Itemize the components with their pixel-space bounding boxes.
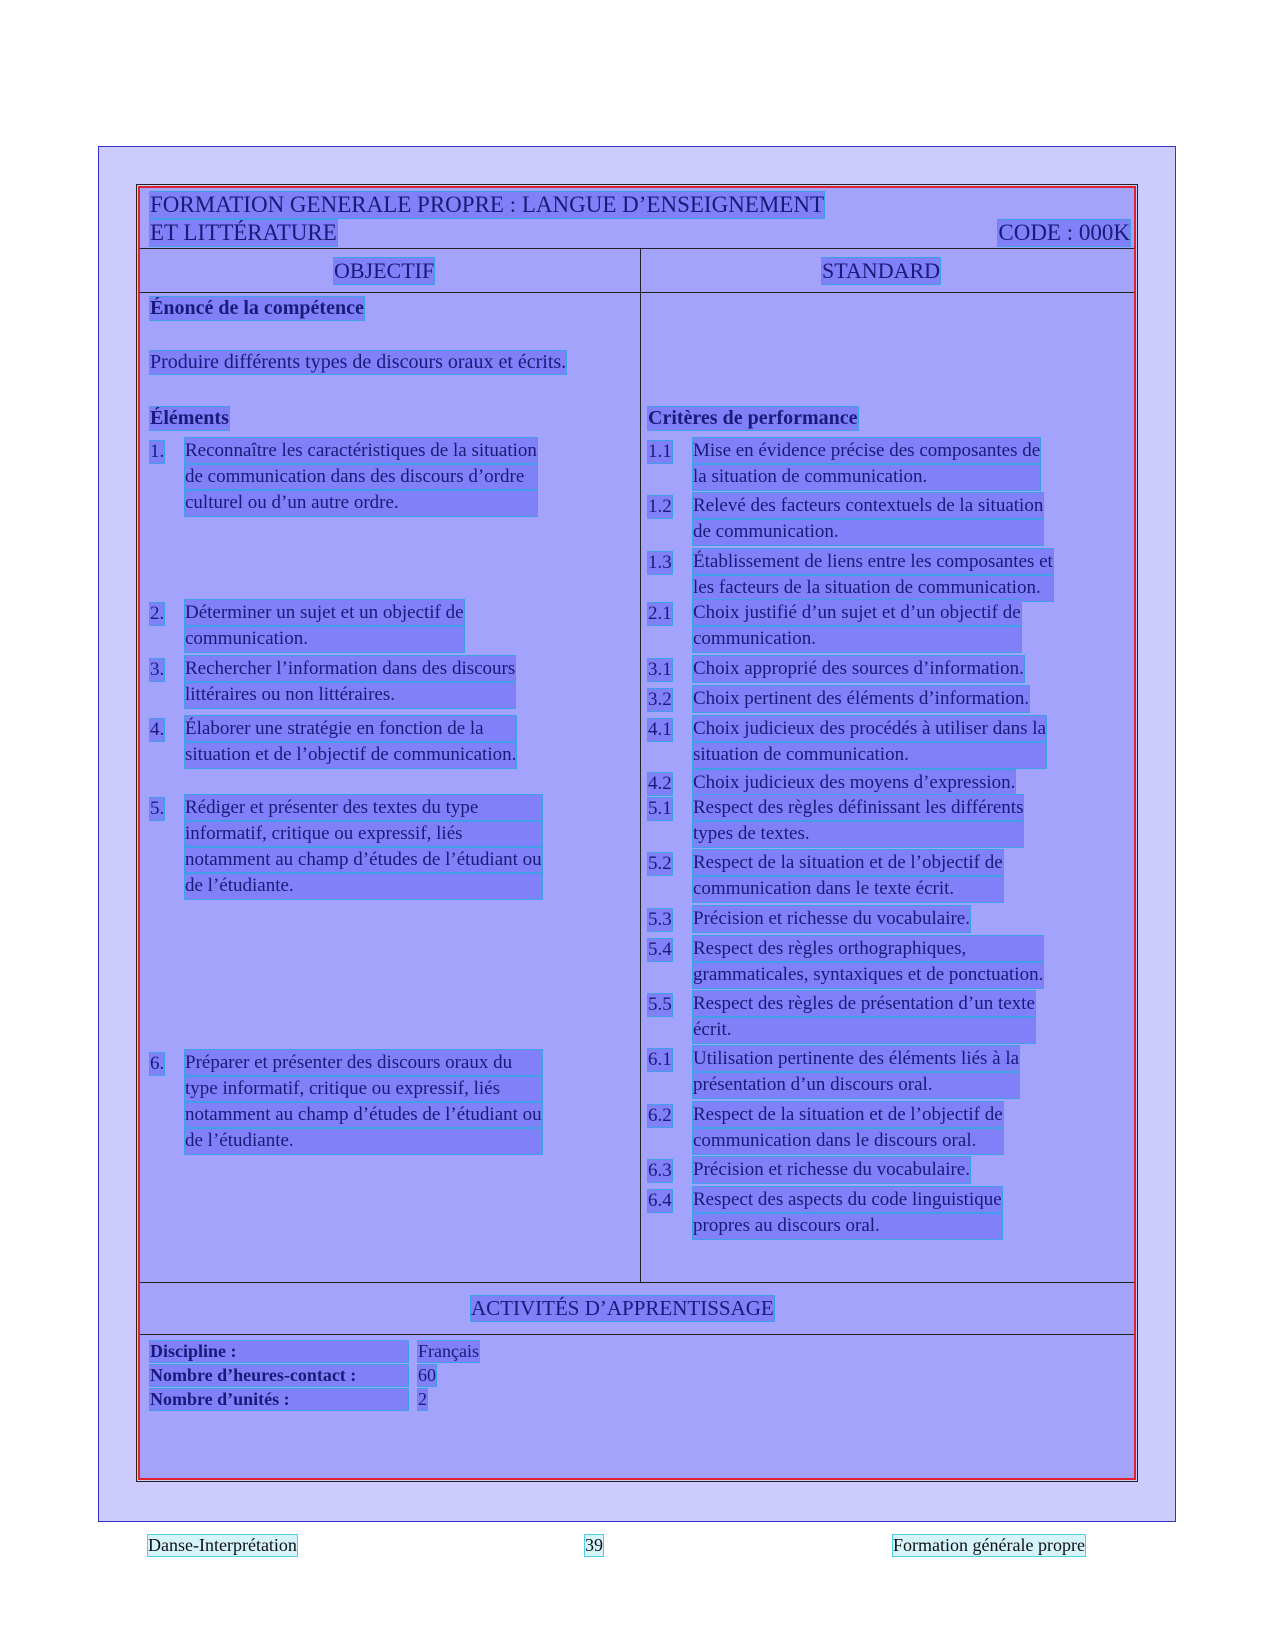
- criterion-line: Choix justifié d’un sujet et d’un objectif de: [693, 600, 1021, 626]
- criterion-number: 5.5: [648, 994, 672, 1015]
- criterion-text: [693, 1157, 970, 1183]
- criterion-text: [693, 795, 1023, 847]
- criterion-line: propres au discours oral.: [693, 1213, 1002, 1239]
- column-header-objectif: OBJECTIF: [334, 258, 435, 283]
- criterion-number: 5.4: [648, 939, 672, 960]
- footer-program: Danse-Interprétation: [148, 1535, 297, 1555]
- element-line: de l’étudiante.: [185, 873, 542, 899]
- competency-table: [138, 186, 1136, 1480]
- criterion-line: Relevé des facteurs contextuels de la situation: [693, 493, 1043, 519]
- element-number: 1.: [150, 441, 165, 462]
- element-line: de l’étudiante.: [185, 1128, 542, 1154]
- criterion-line: Respect des règles de présentation d’un texte: [693, 991, 1035, 1017]
- element-line: situation et de l’objectif de communication.: [185, 742, 516, 768]
- criterion-text: [693, 1046, 1019, 1098]
- element-text: [185, 600, 464, 652]
- criterion-line: Choix approprié des sources d’information.: [693, 656, 1024, 682]
- criterion-text: [693, 493, 1043, 545]
- criterion-text: [693, 549, 1053, 601]
- criterion-number: 1.1: [648, 441, 672, 462]
- criterion-text: [693, 770, 1015, 796]
- element-text: [185, 795, 542, 899]
- element-line: Déterminer un sujet et un objectif de: [185, 600, 464, 626]
- column-header-standard: STANDARD: [822, 258, 941, 283]
- discipline-label: Discipline :: [150, 1341, 408, 1362]
- element-line: Élaborer une stratégie en fonction de la: [185, 716, 516, 742]
- element-line: de communication dans des discours d’ordre: [185, 464, 537, 490]
- table-title-line1: FORMATION GENERALE PROPRE : LANGUE D’ENSEIGNEMENT: [150, 192, 825, 217]
- criterion-line: Respect de la situation et de l’objectif de: [693, 1102, 1003, 1128]
- element-line: communication.: [185, 626, 464, 652]
- criterion-text: [693, 686, 1029, 712]
- element-number: 3.: [150, 659, 165, 680]
- competence-heading: Énoncé de la compétence: [150, 297, 364, 319]
- criterion-number: 3.1: [648, 659, 672, 680]
- criterion-line: de communication.: [693, 519, 1043, 545]
- criterion-text: [693, 1187, 1002, 1239]
- criterion-line: situation de communication.: [693, 742, 1046, 768]
- criterion-line: Respect des règles définissant les différents: [693, 795, 1023, 821]
- criterion-line: écrit.: [693, 1017, 1035, 1043]
- criterion-text: [693, 906, 970, 932]
- table-title-line2: ET LITTÉRATURE: [150, 220, 337, 245]
- activities-heading: ACTIVITÉS D’APPRENTISSAGE: [471, 1296, 774, 1320]
- divider: [140, 1334, 1134, 1335]
- divider: [140, 248, 1134, 249]
- divider: [140, 1282, 1134, 1283]
- criterion-number: 4.2: [648, 773, 672, 794]
- units-value: 2: [418, 1389, 427, 1409]
- element-line: notamment au champ d’études de l’étudiant ou: [185, 847, 542, 873]
- criterion-line: communication dans le discours oral.: [693, 1128, 1003, 1154]
- element-number: 5.: [150, 798, 165, 819]
- criterion-number: 5.2: [648, 853, 672, 874]
- criterion-line: Choix judicieux des procédés à utiliser dans la: [693, 716, 1046, 742]
- element-text: [185, 438, 537, 516]
- criterion-line: les facteurs de la situation de communication.: [693, 575, 1053, 601]
- criterion-number: 2.1: [648, 603, 672, 624]
- criterion-line: grammaticales, syntaxiques et de ponctuation.: [693, 962, 1043, 988]
- criterion-line: Établissement de liens entre les composantes et: [693, 549, 1053, 575]
- criterion-line: Respect des règles orthographiques,: [693, 936, 1043, 962]
- criteria-heading: Critères de performance: [648, 407, 858, 429]
- element-number: 2.: [150, 603, 165, 624]
- element-line: littéraires ou non littéraires.: [185, 682, 515, 708]
- criterion-text: [693, 936, 1043, 988]
- criterion-line: communication dans le texte écrit.: [693, 876, 1003, 902]
- element-text: [185, 656, 515, 708]
- criterion-line: Utilisation pertinente des éléments liés à la: [693, 1046, 1019, 1072]
- criterion-text: [693, 600, 1021, 652]
- criterion-number: 1.3: [648, 552, 672, 573]
- criterion-text: [693, 656, 1024, 682]
- element-line: Rechercher l’information dans des discours: [185, 656, 515, 682]
- footer-section: Formation générale propre: [893, 1535, 1085, 1555]
- criterion-line: Précision et richesse du vocabulaire.: [693, 1157, 970, 1183]
- criterion-line: Choix pertinent des éléments d’information.: [693, 686, 1029, 712]
- element-text: [185, 1050, 542, 1154]
- criterion-line: Mise en évidence précise des composantes de: [693, 438, 1040, 464]
- criterion-text: [693, 716, 1046, 768]
- element-number: 6.: [150, 1053, 165, 1074]
- criterion-number: 4.1: [648, 719, 672, 740]
- element-line: culturel ou d’un autre ordre.: [185, 490, 537, 516]
- course-code: CODE : 000K: [998, 220, 1130, 245]
- criterion-line: Respect des aspects du code linguistique: [693, 1187, 1002, 1213]
- column-divider: [640, 248, 641, 1282]
- discipline-value: Français: [418, 1341, 479, 1361]
- criterion-number: 5.1: [648, 798, 672, 819]
- elements-heading: Éléments: [150, 407, 229, 429]
- element-line: notamment au champ d’études de l’étudiant ou: [185, 1102, 542, 1128]
- element-line: type informatif, critique ou expressif, liés: [185, 1076, 542, 1102]
- criterion-line: communication.: [693, 626, 1021, 652]
- criterion-text: [693, 1102, 1003, 1154]
- hours-label: Nombre d’heures-contact :: [150, 1365, 408, 1386]
- element-line: Reconnaître les caractéristiques de la situation: [185, 438, 537, 464]
- criterion-number: 1.2: [648, 496, 672, 517]
- criterion-text: [693, 438, 1040, 490]
- criterion-line: la situation de communication.: [693, 464, 1040, 490]
- criterion-number: 6.3: [648, 1160, 672, 1181]
- criterion-line: Précision et richesse du vocabulaire.: [693, 906, 970, 932]
- criterion-number: 6.4: [648, 1190, 672, 1211]
- element-line: Rédiger et présenter des textes du type: [185, 795, 542, 821]
- divider: [140, 292, 1134, 293]
- element-line: Préparer et présenter des discours oraux du: [185, 1050, 542, 1076]
- criterion-text: [693, 991, 1035, 1043]
- hours-value: 60: [418, 1365, 436, 1385]
- criterion-number: 6.1: [648, 1049, 672, 1070]
- criterion-number: 3.2: [648, 689, 672, 710]
- footer-page-number: 39: [585, 1535, 603, 1555]
- criterion-text: [693, 850, 1003, 902]
- criterion-line: Choix judicieux des moyens d’expression.: [693, 770, 1015, 796]
- criterion-number: 5.3: [648, 909, 672, 930]
- element-number: 4.: [150, 719, 165, 740]
- criterion-line: présentation d’un discours oral.: [693, 1072, 1019, 1098]
- criterion-number: 6.2: [648, 1105, 672, 1126]
- criterion-line: Respect de la situation et de l’objectif de: [693, 850, 1003, 876]
- element-line: informatif, critique ou expressif, liés: [185, 821, 542, 847]
- element-text: [185, 716, 516, 768]
- competence-text: Produire différents types de discours oraux et écrits.: [150, 351, 567, 373]
- criterion-line: types de textes.: [693, 821, 1023, 847]
- units-label: Nombre d’unités :: [150, 1389, 408, 1410]
